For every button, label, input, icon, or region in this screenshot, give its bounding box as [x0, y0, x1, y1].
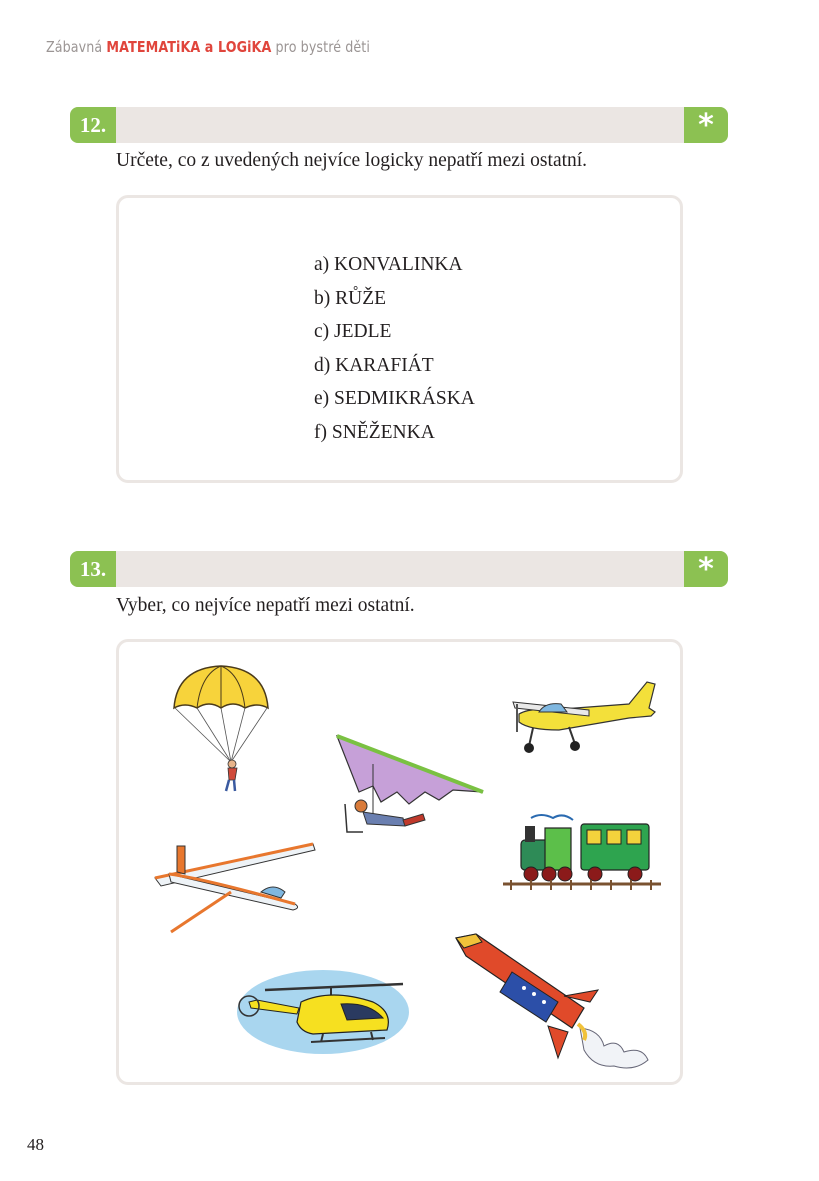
parachute-illustration[interactable] — [171, 664, 271, 796]
helicopter-illustration[interactable] — [235, 962, 410, 1057]
header-title-part1: Zábavná — [46, 38, 107, 56]
task-12-star-icon: * — [684, 107, 728, 143]
header-title-accent: MATEMATiKA a LOGiKA — [106, 38, 272, 56]
rocket-illustration[interactable] — [454, 932, 664, 1074]
page-number: 48 — [27, 1135, 44, 1154]
task-13-number: 13. — [70, 551, 116, 587]
option-d[interactable]: d) KARAFIÁT — [314, 354, 434, 376]
option-a[interactable]: a) KONVALINKA — [314, 254, 463, 275]
option-e[interactable]: e) SEDMIKRÁSKA — [314, 388, 475, 409]
task-12-options-list — [314, 248, 475, 449]
task-13-instruction: Vyber, co nejvíce nepatří mezi ostatní. — [116, 595, 415, 616]
task-12-number: 12. — [70, 107, 116, 143]
steam-train-illustration[interactable] — [501, 810, 663, 896]
task-12-header-bar — [70, 107, 728, 143]
option-b[interactable]: b) RŮŽE — [314, 287, 387, 309]
header-title-part3: pro bystré děti — [271, 38, 370, 56]
task-13-star-icon: * — [684, 551, 728, 587]
task-13-header-bar — [70, 551, 728, 587]
option-f[interactable]: f) SNĚŽENKA — [314, 421, 435, 443]
task-13-picture-frame — [116, 639, 683, 1085]
running-header — [46, 38, 370, 56]
glider-illustration[interactable] — [151, 842, 321, 938]
task-12-answer-frame — [116, 195, 683, 483]
task-12-instruction: Určete, co z uvedených nejvíce logicky nepatří mezi ostatní. — [116, 150, 588, 171]
airplane-illustration[interactable] — [509, 672, 659, 764]
hang-glider-illustration[interactable] — [333, 734, 488, 842]
option-c[interactable]: c) JEDLE — [314, 321, 392, 342]
